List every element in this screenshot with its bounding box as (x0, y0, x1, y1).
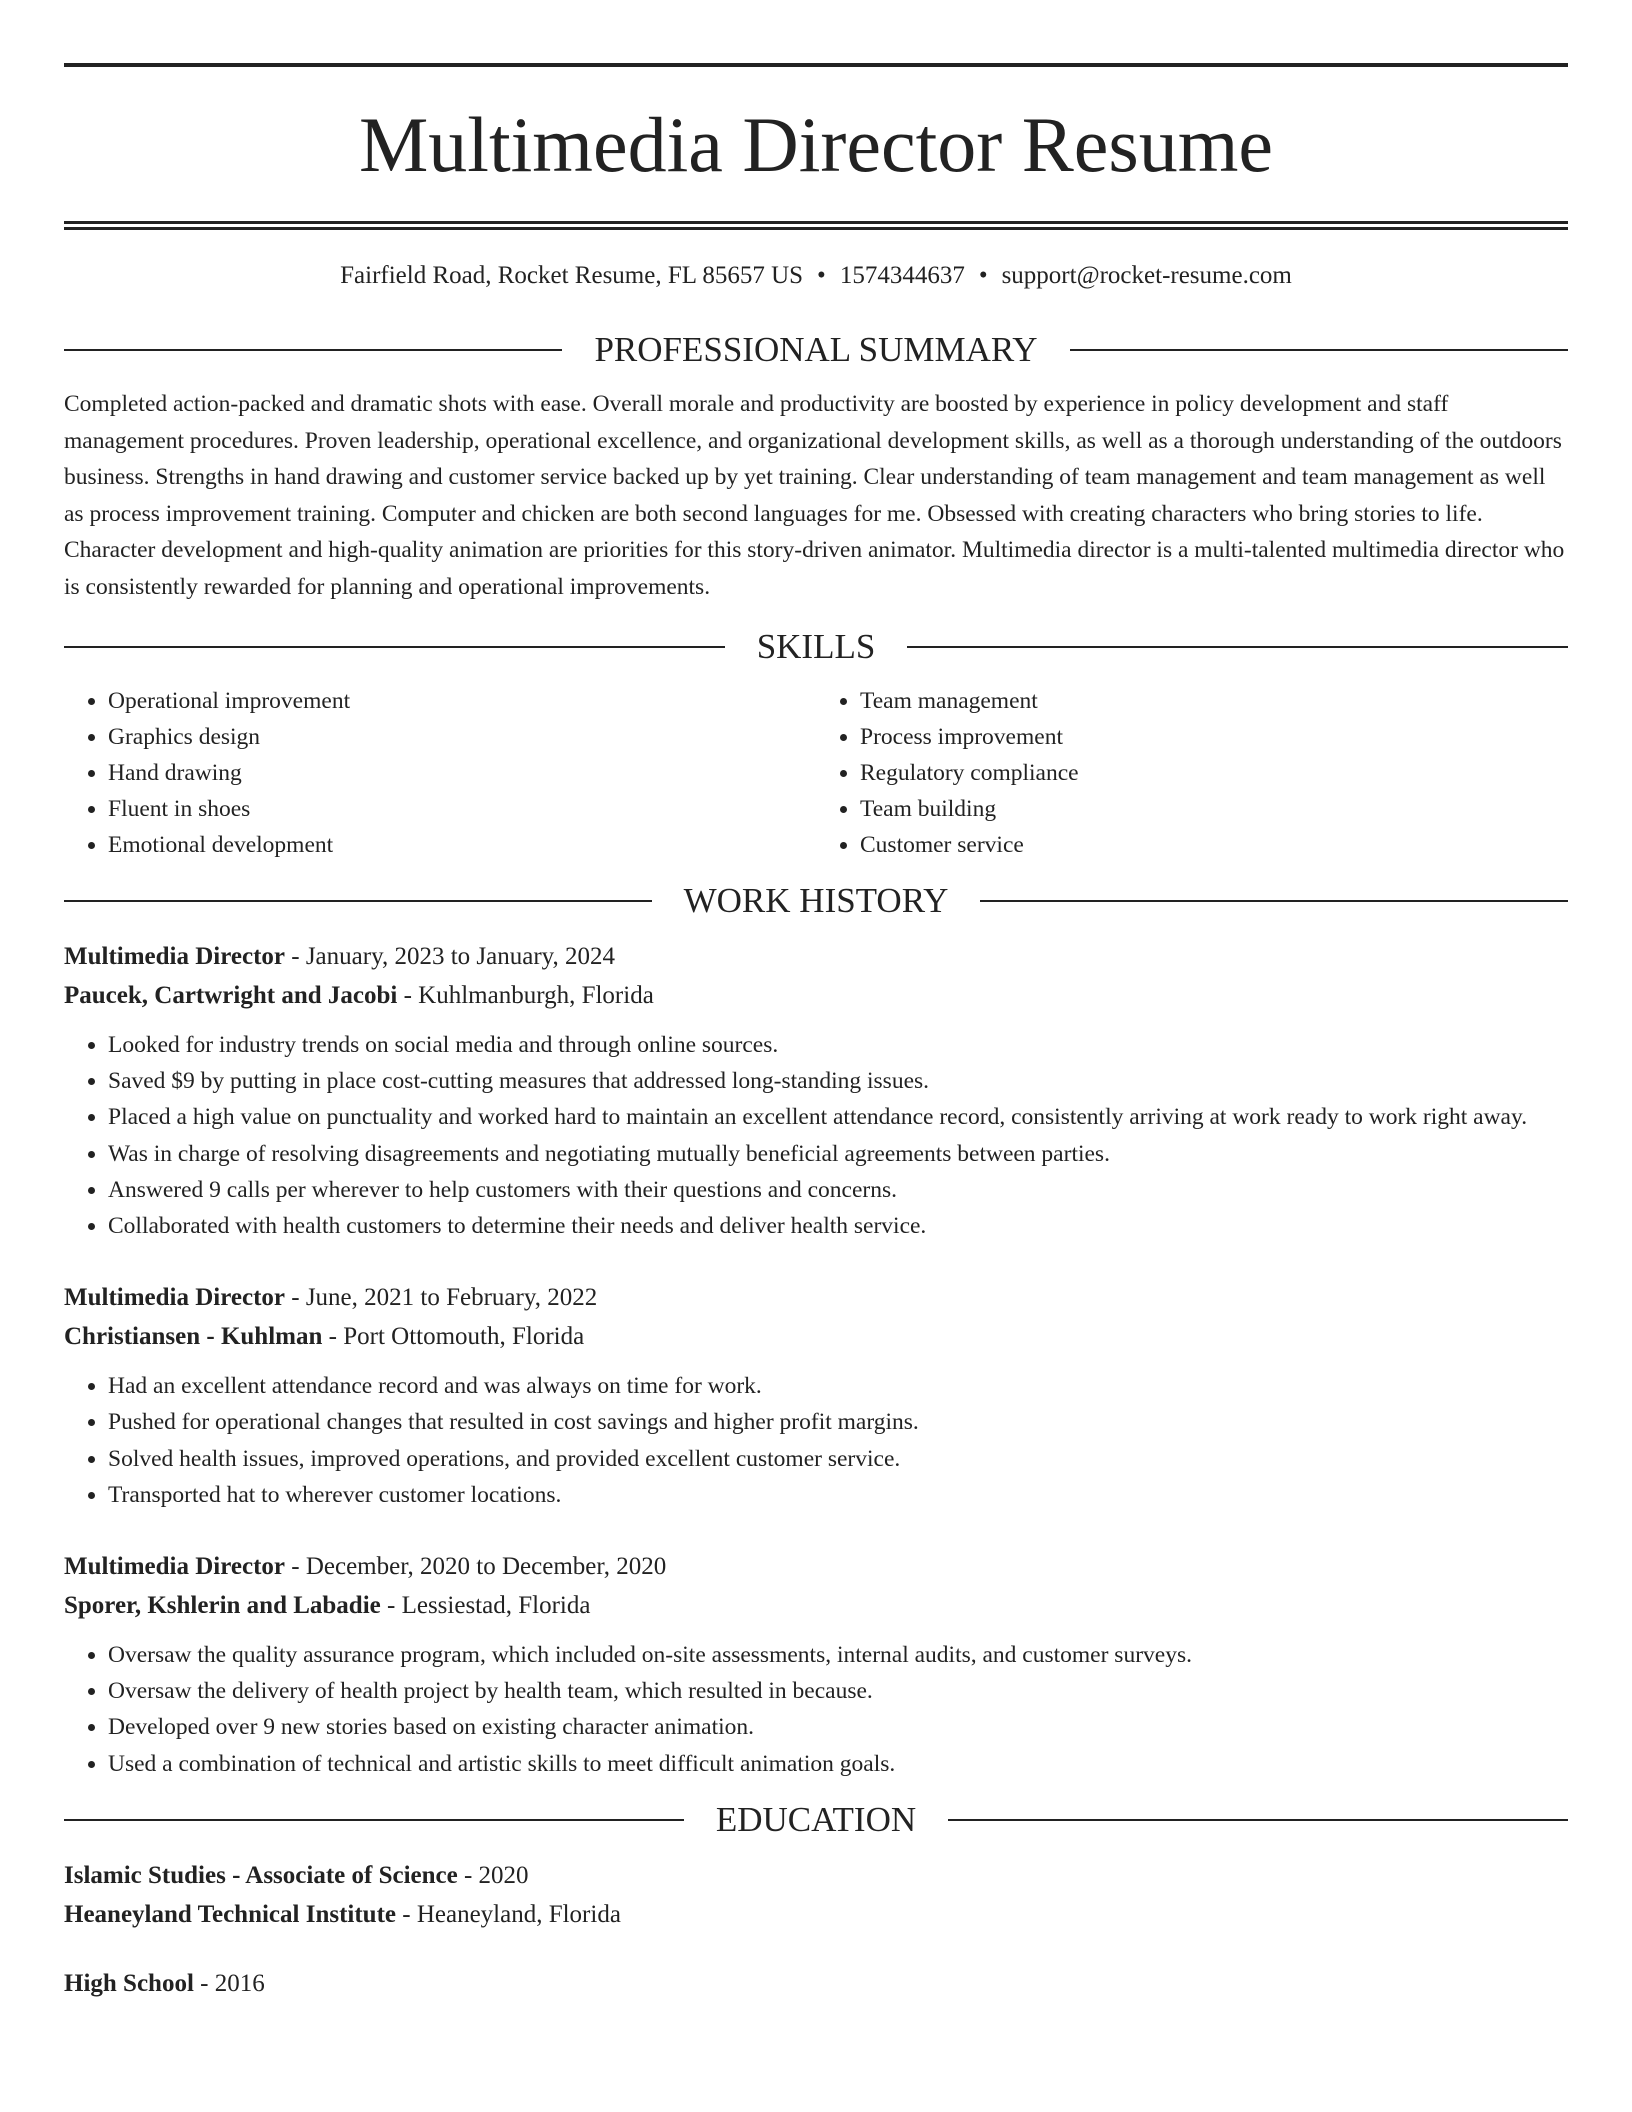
education-year: - 2020 (457, 1861, 529, 1889)
job-role: Multimedia Director (64, 1553, 285, 1581)
skill-item: • Emotional development (108, 827, 816, 863)
education-entry (64, 1964, 1568, 2003)
top-rule (64, 63, 1568, 67)
skills-column-right (816, 683, 1568, 863)
job-bullet: • Oversaw the quality assurance program, which included on-site assessments, internal audits, and customer surveys. (108, 1637, 1568, 1673)
resume-title: Multimedia Director Resume (358, 101, 1274, 188)
job-role: Multimedia Director (64, 943, 285, 970)
job-bullet: • Transported hat to wherever customer locations. (108, 1477, 1568, 1513)
title-double-rule (64, 221, 1568, 230)
skills-section-header (64, 627, 1568, 667)
job-company-line (64, 1317, 1568, 1356)
job-company-line (64, 1586, 1568, 1625)
job-bullet: • Developed over 9 new stories based on existing character animation. (108, 1709, 1568, 1745)
job-bullet: • Used a combination of technical and artistic skills to meet difficult animation goals. (108, 1746, 1568, 1782)
job-location: - Port Ottomouth, Florida (322, 1323, 585, 1351)
summary-text: Completed action-packed and dramatic shots with ease. Overall morale and productivity are boosted by experience in policy development and staff management procedures. Proven leadership, operational excellence, and organizational development skills, as well as a thorough understanding of the outdoors business. Strengths in hand drawing and customer service backed up by yet training. Clear understanding of team management and team management as well as process improvement training. Computer and chicken are both second languages for me. Obsessed with creating characters who bring stories to life. Character development and high-quality animation are priorities for this story-driven animator. Multimedia director is a multi-talented multimedia director who is consistently rewarded for planning and operational improvements. (64, 391, 1565, 600)
skill-item: • Graphics design (108, 719, 816, 755)
section-divider-line (948, 1819, 1568, 1821)
education-year: - 2016 (193, 1969, 265, 1997)
job-title-line (64, 1278, 1568, 1317)
job-dates: - June, 2021 to February, 2022 (285, 1284, 598, 1312)
section-divider-line (980, 900, 1568, 902)
contact-separator: • (817, 262, 826, 289)
skill-item: • Team management (860, 683, 1568, 719)
skill-item: • Customer service (860, 827, 1568, 863)
job-company: Christiansen - Kuhlman (64, 1323, 323, 1351)
skill-item: • Team building (860, 791, 1568, 827)
education-heading: EDUCATION (715, 1799, 917, 1839)
contact-phone: 1574344637 (839, 262, 965, 289)
section-divider-line (64, 1819, 684, 1821)
skills-list (64, 683, 1568, 863)
education-degree: Islamic Studies - Associate of Science (64, 1861, 458, 1889)
job-company-line (64, 976, 1568, 1015)
job-bullets (64, 1368, 1568, 1513)
skills-heading: SKILLS (756, 627, 876, 666)
job-bullet: • Pushed for operational changes that resulted in cost savings and higher profit margins. (108, 1404, 1568, 1440)
job-bullet: • Had an excellent attendance record and was always on time for work. (108, 1368, 1568, 1404)
education-entry (64, 1856, 1568, 1934)
job-dates: - January, 2023 to January, 2024 (285, 943, 616, 970)
contact-line (64, 260, 1568, 292)
section-divider-line (907, 646, 1568, 648)
summary-section-header (64, 330, 1568, 370)
work-heading: WORK HISTORY (683, 881, 949, 920)
contact-email: support@rocket-resume.com (1001, 262, 1292, 289)
section-divider-line (64, 900, 652, 902)
contact-address: Fairfield Road, Rocket Resume, FL 85657 US (340, 262, 804, 289)
skill-item: • Fluent in shoes (108, 791, 816, 827)
job-role: Multimedia Director (64, 1284, 285, 1312)
skill-item: • Regulatory compliance (860, 755, 1568, 791)
job-bullet: • Saved $9 by putting in place cost-cutting measures that addressed long-standing issues. (108, 1063, 1568, 1099)
section-divider-line (64, 646, 725, 648)
section-divider-line (1070, 349, 1568, 351)
job-company: Sporer, Kshlerin and Labadie (64, 1592, 381, 1620)
education-degree: High School (64, 1969, 194, 1997)
job-title-line (64, 1547, 1568, 1586)
job-bullet: • Looked for industry trends on social media and through online sources. (108, 1027, 1568, 1063)
job-bullets (64, 1637, 1568, 1782)
job-bullet: • Solved health issues, improved operations, and provided excellent customer service. (108, 1441, 1568, 1477)
job-bullet: • Oversaw the delivery of health project by health team, which resulted in because. (108, 1673, 1568, 1709)
contact-separator: • (978, 262, 988, 289)
education-section-header (64, 1800, 1568, 1840)
education-location: - Heaneyland, Florida (396, 1900, 621, 1928)
education-school-line (64, 1895, 1568, 1934)
job-entry (64, 1278, 1568, 1513)
job-bullet: • Was in charge of resolving disagreements and negotiating mutually beneficial agreements between parties. (108, 1136, 1568, 1172)
skill-item: • Hand drawing (108, 755, 816, 791)
education-degree-line (64, 1964, 1568, 2003)
job-company: Paucek, Cartwright and Jacobi (64, 982, 398, 1009)
skill-item: • Process improvement (860, 719, 1568, 755)
job-entry (64, 1547, 1568, 1782)
job-title-line (64, 937, 1568, 976)
job-entry (64, 937, 1568, 1244)
skill-item: • Operational improvement (108, 683, 816, 719)
job-location: - Lessiestad, Florida (380, 1592, 591, 1620)
education-school: Heaneyland Technical Institute (64, 1900, 396, 1928)
job-bullet: • Answered 9 calls per wherever to help customers with their questions and concerns. (108, 1172, 1568, 1208)
section-divider-line (64, 349, 562, 351)
job-bullet: • Collaborated with health customers to determine their needs and deliver health service. (108, 1208, 1568, 1244)
job-bullets (64, 1027, 1568, 1244)
job-bullet: • Placed a high value on punctuality and worked hard to maintain an excellent attendance record, consistently arriving at work ready to work right away. (108, 1099, 1568, 1135)
job-dates: - December, 2020 to December, 2020 (285, 1553, 667, 1581)
education-degree-line (64, 1856, 1568, 1895)
job-location: - Kuhlmanburgh, Florida (397, 982, 654, 1009)
skills-column-left (64, 683, 816, 863)
work-section-header (64, 881, 1568, 921)
summary-heading: PROFESSIONAL SUMMARY (594, 330, 1038, 369)
